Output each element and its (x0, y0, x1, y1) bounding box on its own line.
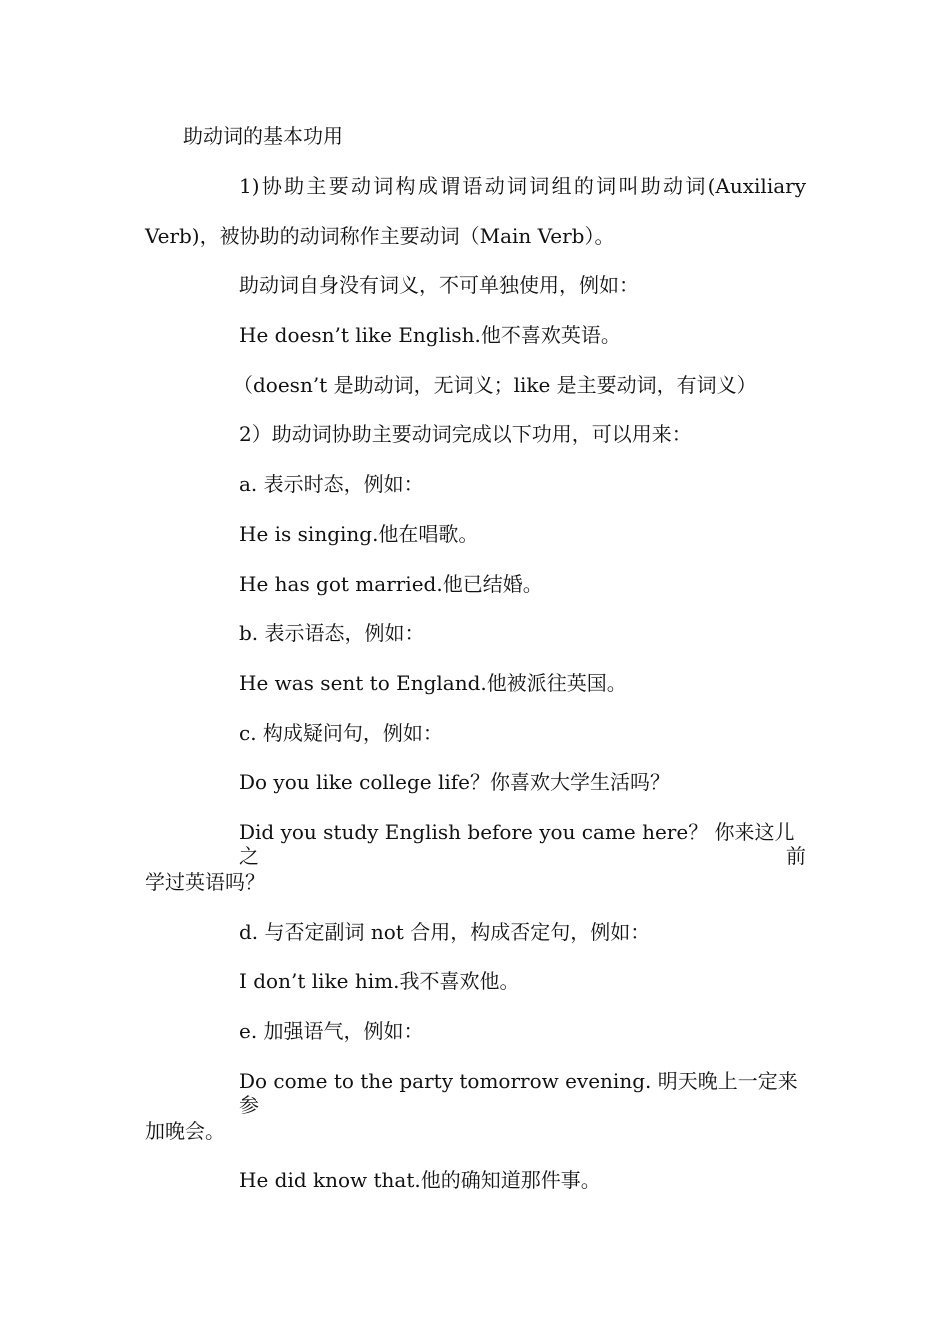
item-d-heading: d. 与否定副词 not 合用，构成否定句，例如： (239, 920, 651, 944)
item-a-heading: a. 表示时态，例如： (239, 472, 424, 496)
item-b-heading: b. 表示语态，例如： (239, 621, 425, 645)
item-a-example-2: He has got married.他已结婚。 (239, 572, 543, 596)
paragraph-1-line-1: 1)协助主要动词构成谓语动词词组的词叫助动词(Auxiliary (239, 174, 806, 198)
item-c-example-2-line-1: Did you study English before you came here？ 你来这儿之前 (239, 820, 806, 868)
page-title: 助动词的基本功用 (183, 124, 343, 148)
paragraph-functions: 2）助动词协助主要动词完成以下功用，可以用来： (239, 422, 692, 446)
item-e-example-1-line-2: 加晚会。 (145, 1119, 225, 1143)
note-auxiliary: （doesn’t 是助动词，无词义；like 是主要动词，有词义） (233, 373, 757, 397)
paragraph-1-line-2: Verb)，被协助的动词称作主要动词（Main Verb）。 (145, 224, 615, 248)
example-doesnt-like: He doesn’t like English.他不喜欢英语。 (239, 323, 621, 347)
item-e-example-1-line-1: Do come to the party tomorrow evening. 明天晚上一定来参 (239, 1069, 798, 1117)
item-c-heading: c. 构成疑问句，例如： (239, 721, 443, 745)
item-b-example-1: He was sent to England.他被派往英国。 (239, 671, 627, 695)
paragraph-2: 助动词自身没有词义，不可单独使用，例如： (239, 273, 639, 297)
item-e-heading: e. 加强语气，例如： (239, 1019, 424, 1043)
item-e-example-2: He did know that.他的确知道那件事。 (239, 1168, 601, 1192)
item-c-example-2-line-2: 学过英语吗？ (145, 870, 265, 894)
item-a-example-1: He is singing.他在唱歌。 (239, 522, 479, 546)
item-d-example-1: I don’t like him.我不喜欢他。 (239, 969, 520, 993)
item-c-example-1: Do you like college life？你喜欢大学生活吗？ (239, 770, 671, 794)
